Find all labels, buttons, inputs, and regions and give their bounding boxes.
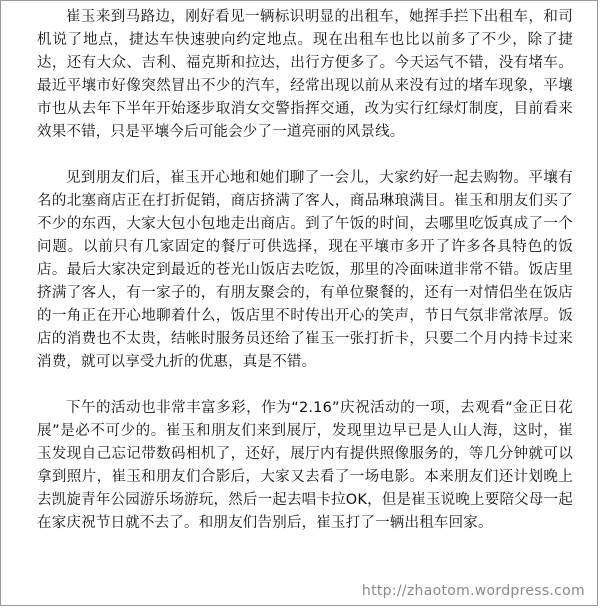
- paragraph-2: 见到朋友们后，崔玉开心地和她们聊了一会儿，大家约好一起去购物。平壤有名的北塞商店正在打折促销，商店挤满了客人，商品琳琅满目。崔玉和朋友们买了不少的东西，大家大包小包地走出商店。到了午饭的时间，去哪里吃饭真成了一个问题。以前只有几家固定的餐厅可供选择，现在平壤市多开了许多各具特色的饭店。最后大家决定到最近的苍光山饭店去吃饭，那里的冷面味道非常不错。饭店里挤满了客人，有一家子的，有朋友聚会的，有单位聚餐的，还有一对情侣坐在饭店的一角正在开心地聊着什么，饭店里不时传出开心的笑声，节日气氛非常浓厚。饭店的消费也不太贵，结帐时服务员还给了崔玉一张打折卡，只要二个月内持卡过来消费，就可以享受九折的优惠，真是不错。: [37, 170, 573, 370]
- article-body: [37, 6, 573, 535]
- paragraph-1: 崔玉来到马路边，刚好看见一辆标识明显的出租车，她挥手拦下出租车，和司机说了地点，捷达车快速驶向约定地点。现在出租车也比以前多了不少，除了捷达，还有大众、吉利、福克斯和拉达，出行方便多了。今天运气不错，没有堵车。最近平壤市好像突然冒出不少的汽车，经常出现以前从来没有过的堵车现象，平壤市也从去年下半年开始逐步取消女交警指挥交通，改为实行红绿灯制度，目前看来效果不错，只是平壤今后可能会少了一道亮丽的风景线。: [37, 9, 573, 140]
- paragraph-3: 下午的活动也非常丰富多彩，作为“2.16”庆祝活动的一项，去观看“金正日花展”是必不可少的。崔玉和朋友们来到展厅，发现里边早已是人山人海，这时，崔玉发现自己忘记带数码相机了，还好，展厅内有提供照像服务的，等几分钟就可以拿到照片，崔玉和朋友们合影后，大家又去看了一场电影。本来朋友们还计划晚上去凯旋青年公园游乐场游玩，然后一起去唱卡拉OK，但是崔玉说晚上要陪父母一起在家庆祝节日就不去了。和朋友们告别后，崔玉打了一辆出租车回家。: [37, 400, 573, 531]
- url-watermark: http://zhaotom.wordpress.com: [361, 583, 585, 599]
